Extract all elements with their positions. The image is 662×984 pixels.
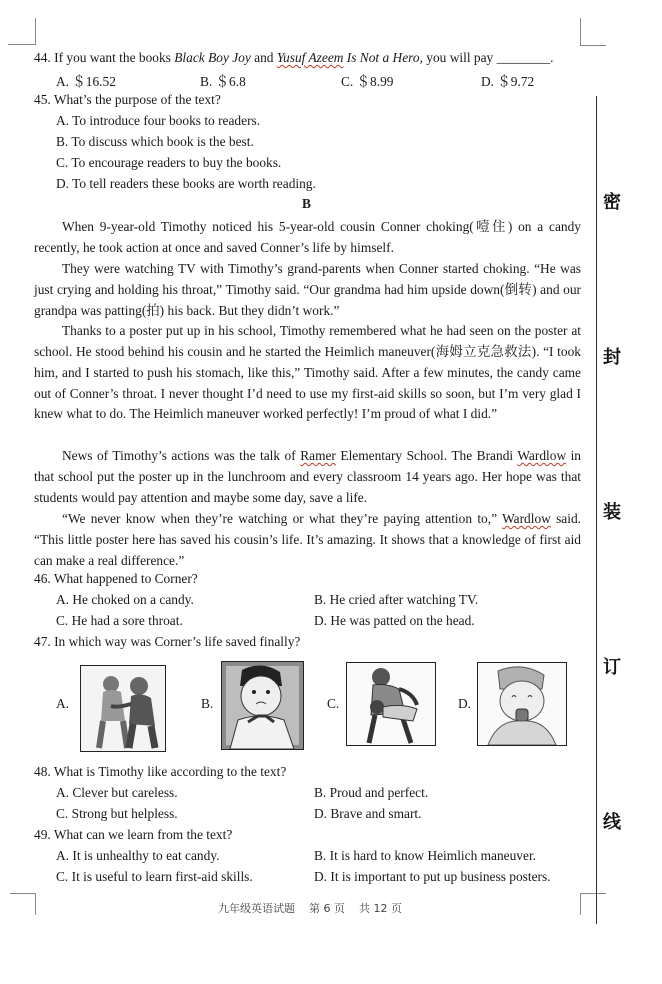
option-letter[interactable]: A. xyxy=(56,696,70,711)
option[interactable]: A. To introduce four books to readers. xyxy=(56,113,261,128)
option[interactable]: D. He was patted on the head. xyxy=(314,613,475,628)
option[interactable]: A. He choked on a candy. xyxy=(56,592,194,607)
crop-mark xyxy=(10,893,36,894)
option-letter[interactable]: B. xyxy=(201,696,214,711)
option-letter[interactable]: D. xyxy=(458,696,472,711)
self-choking-illustration-icon xyxy=(222,662,303,749)
option[interactable]: C. ＄8.99 xyxy=(341,74,394,89)
option[interactable]: A. ＄16.52 xyxy=(56,74,116,89)
passage-paragraph-4: News of Timothy’s actions was the talk of Ramer Elementary School. The Brandi Wardlow in that school put the poster up in the lunchroom and every classroom 14 years ago. Her hope was that students would pay attention and maybe some day, save a life. xyxy=(34,448,582,505)
option[interactable]: C. To encourage readers to buy the books. xyxy=(56,155,282,170)
crop-mark xyxy=(35,18,36,45)
question-49: 49. What can we learn from the text? xyxy=(34,827,233,842)
binding-char: 封 xyxy=(603,347,621,368)
option[interactable]: B. It is hard to know Heimlich maneuver. xyxy=(314,848,537,863)
option[interactable]: B. ＄6.8 xyxy=(200,74,246,89)
image-option-b[interactable] xyxy=(221,661,304,750)
option[interactable]: B. To discuss which book is the best. xyxy=(56,134,254,149)
section-label: B xyxy=(302,196,311,211)
crop-mark xyxy=(580,893,606,894)
image-option-d[interactable] xyxy=(477,662,567,746)
binding-char: 装 xyxy=(603,502,621,523)
option[interactable]: D. Brave and smart. xyxy=(314,806,422,821)
option[interactable]: D. To tell readers these books are worth reading. xyxy=(56,176,316,191)
option[interactable]: D. ＄9.72 xyxy=(481,74,535,89)
image-option-a[interactable] xyxy=(80,665,166,752)
binding-char: 订 xyxy=(603,657,621,678)
question-44: 44. If you want the books Black Boy Joy and Yusuf Azeem Is Not a Hero, you will pay ________. xyxy=(34,50,554,65)
book-title: Yusuf Azeem Is Not a Hero, xyxy=(276,50,423,65)
crop-mark xyxy=(580,18,581,46)
binding-line xyxy=(596,96,597,924)
option[interactable]: A. It is unhealthy to eat candy. xyxy=(56,848,220,863)
binding-char: 线 xyxy=(603,812,621,833)
passage-paragraph-3: Thanks to a poster put up in his school, Timothy remembered what he had seen on the poster at school. He stood behind his cousin and he started the Heimlich maneuver(海姆立克急救法). “I took him, and I started to push his stomach, like this,” Timothy said. After a few minutes, the candy came out of Conner’s throat. I never thought I’d need to use my first-aid skills so soon, but I’m very glad I knew what to do. The Heimlich maneuver worked perfectly! I’m proud of what I did.” xyxy=(34,323,581,422)
passage-paragraph-1: When 9-year-old Timothy noticed his 5-year-old cousin Conner choking(噎住) on a candy recently, he took action at once and saved Conner’s life by himself. xyxy=(34,219,581,255)
page-footer: 九年级英语试题 第 6 页 共 12 页 xyxy=(218,902,402,915)
question-47: 47. In which way was Corner’s life saved finally? xyxy=(34,634,301,649)
binding-char: 密 xyxy=(603,192,621,213)
question-45: 45. What’s the purpose of the text? xyxy=(34,92,221,107)
question-48: 48. What is Timothy like according to the text? xyxy=(34,764,287,779)
crop-mark xyxy=(8,44,36,45)
option-letter[interactable]: C. xyxy=(327,696,340,711)
image-option-c[interactable] xyxy=(346,662,436,746)
question-46: 46. What happened to Corner? xyxy=(34,571,198,586)
option[interactable]: C. He had a sore throat. xyxy=(56,613,183,628)
back-blows-illustration-icon xyxy=(347,663,435,745)
passage-paragraph-5: “We never know when they’re watching or what they’re paying attention to,” Wardlow said. “This little poster here has saved his cousin’s life. It’s amazing. It shows that a knowledge of first aid can make a real difference.” xyxy=(34,511,581,568)
option[interactable]: C. It is useful to learn first-aid skills. xyxy=(56,869,253,884)
heimlich-illustration-icon xyxy=(81,666,165,751)
option[interactable]: C. Strong but helpless. xyxy=(56,806,178,821)
option[interactable]: B. He cried after watching TV. xyxy=(314,592,479,607)
option[interactable]: D. It is important to put up business posters. xyxy=(314,869,551,884)
option[interactable]: A. Clever but careless. xyxy=(56,785,178,800)
book-title: Black Boy Joy xyxy=(174,50,251,65)
option[interactable]: B. Proud and perfect. xyxy=(314,785,429,800)
passage-paragraph-2: They were watching TV with Timothy’s grand-parents when Conner started choking. “He was just crying and holding his throat,” Timothy said. “Our grandma had him upside down(倒转) and our grandpa was patting(拍) his back. But they didn’t work.” xyxy=(34,261,581,318)
crop-mark xyxy=(580,45,606,46)
eating-candy-illustration-icon xyxy=(478,663,566,745)
